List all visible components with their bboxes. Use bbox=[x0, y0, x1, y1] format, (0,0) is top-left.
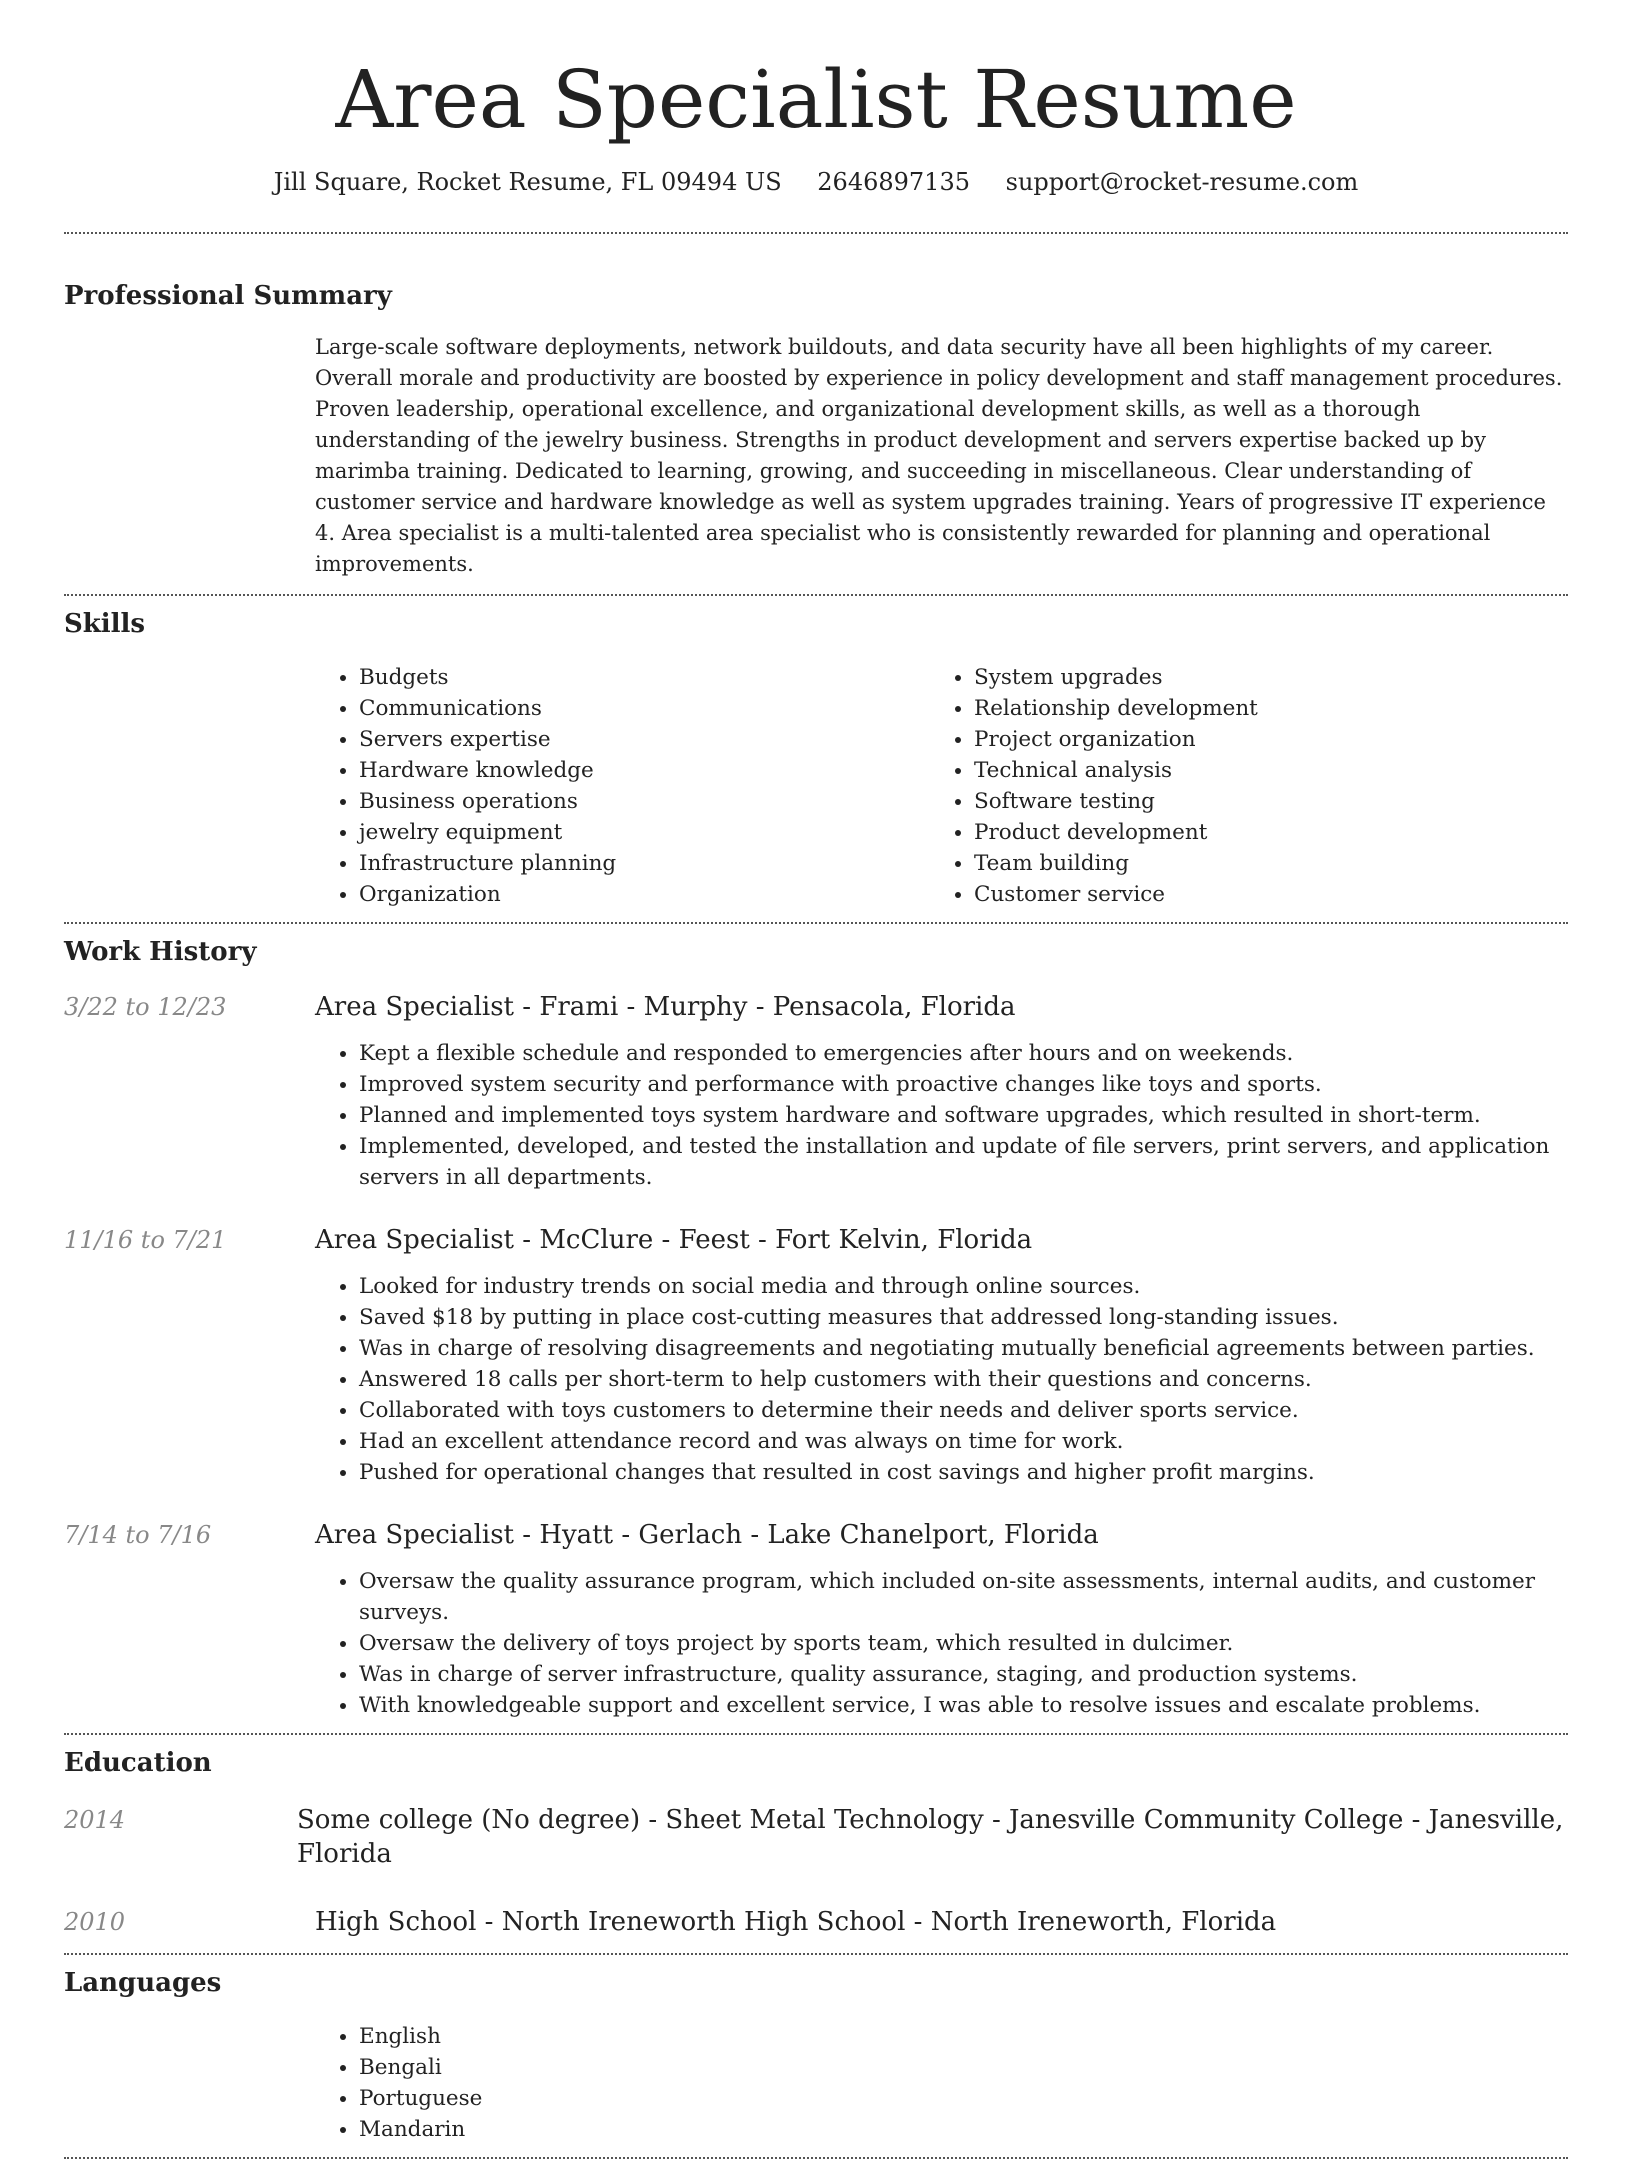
skill-item: • Project organization bbox=[974, 724, 1545, 755]
job-bullets bbox=[315, 1038, 1568, 1193]
job-bullet: • Oversaw the quality assurance program, which included on-site assessments, internal audits, and customer surveys. bbox=[359, 1566, 1568, 1628]
job-title: Area Specialist - McClure - Feest - Fort Kelvin, Florida bbox=[315, 1225, 1033, 1255]
language-item: • English bbox=[359, 2021, 1568, 2052]
skill-item: • Communications bbox=[359, 693, 930, 724]
skills-list-left bbox=[315, 662, 930, 910]
job-header bbox=[64, 990, 1568, 1024]
job-bullet: • Had an excellent attendance record and was always on time for work. bbox=[359, 1426, 1568, 1457]
skill-item: • Technical analysis bbox=[974, 755, 1545, 786]
contact-line bbox=[64, 166, 1568, 198]
skill-item: • Relationship development bbox=[974, 693, 1545, 724]
job-header bbox=[64, 1223, 1568, 1257]
summary-heading: Professional Summary bbox=[64, 281, 392, 311]
work-section bbox=[64, 924, 1568, 1733]
job-bullet: • Planned and implemented toys system hardware and software upgrades, which resulted in short-term. bbox=[359, 1100, 1568, 1131]
job-bullet: • Answered 18 calls per short-term to help customers with their questions and concerns. bbox=[359, 1364, 1568, 1395]
contact-phone: 2646897135 bbox=[817, 168, 970, 196]
job-bullet: • Kept a flexible schedule and responded to emergencies after hours and on weekends. bbox=[359, 1038, 1568, 1069]
summary-section bbox=[64, 234, 1568, 594]
job-entry bbox=[64, 990, 1568, 1193]
job-bullet: • Was in charge of resolving disagreements and negotiating mutually beneficial agreements between parties. bbox=[359, 1333, 1568, 1364]
job-bullet: • With knowledgeable support and excellent service, I was able to resolve issues and escalate problems. bbox=[359, 1690, 1568, 1721]
resume-title: Area Specialist Resume bbox=[335, 53, 1297, 146]
education-year: 2010 bbox=[64, 1908, 126, 1936]
skills-heading: Skills bbox=[64, 609, 146, 639]
skill-item: • System upgrades bbox=[974, 662, 1545, 693]
skill-item: • Customer service bbox=[974, 879, 1545, 910]
languages-list bbox=[315, 2021, 1568, 2157]
education-title: Some college (No degree) - Sheet Metal Technology - Janesville Community College - Janesville, Florida bbox=[296, 1805, 1564, 1869]
skill-item: • Organization bbox=[359, 879, 930, 910]
skill-item: • Business operations bbox=[359, 786, 930, 817]
language-item: • Bengali bbox=[359, 2052, 1568, 2083]
language-item: • Portuguese bbox=[359, 2083, 1568, 2114]
skills-list-right bbox=[930, 662, 1545, 910]
education-heading: Education bbox=[64, 1748, 212, 1778]
skill-item: • Software testing bbox=[974, 786, 1545, 817]
job-bullet: • Looked for industry trends on social media and through online sources. bbox=[359, 1271, 1568, 1302]
languages-heading: Languages bbox=[64, 1968, 222, 1998]
job-bullet: • Pushed for operational changes that resulted in cost savings and higher profit margins. bbox=[359, 1457, 1568, 1488]
job-dates: 7/14 to 7/16 bbox=[64, 1521, 212, 1549]
job-bullet: • Collaborated with toys customers to determine their needs and deliver sports service. bbox=[359, 1395, 1568, 1426]
education-year: 2014 bbox=[64, 1806, 126, 1834]
job-entry bbox=[64, 1223, 1568, 1488]
skill-item: • Infrastructure planning bbox=[359, 848, 930, 879]
contact-email: support@rocket-resume.com bbox=[1005, 168, 1359, 196]
job-entry bbox=[64, 1518, 1568, 1733]
job-bullet: • Saved $18 by putting in place cost-cutting measures that addressed long-standing issues. bbox=[359, 1302, 1568, 1333]
job-title: Area Specialist - Frami - Murphy - Pensacola, Florida bbox=[315, 992, 1016, 1022]
job-dates: 11/16 to 7/21 bbox=[64, 1226, 227, 1254]
resume-page bbox=[64, 0, 1568, 2159]
job-bullet: • Implemented, developed, and tested the installation and update of file servers, print servers, and application servers in all departments. bbox=[359, 1131, 1568, 1193]
job-header bbox=[64, 1518, 1568, 1552]
skill-item: • Hardware knowledge bbox=[359, 755, 930, 786]
languages-section bbox=[64, 1955, 1568, 2157]
job-bullet: • Was in charge of server infrastructure, quality assurance, staging, and production systems. bbox=[359, 1659, 1568, 1690]
skills-section bbox=[64, 596, 1568, 922]
skill-item: • jewelry equipment bbox=[359, 817, 930, 848]
summary-text: Large-scale software deployments, network buildouts, and data security have all been highlights of my career. Overall morale and productivity are boosted by experience in policy development and staff management procedures. Proven leadership, operational excellence, and organizational development skills, as well as a thorough understanding of the jewelry business. Strengths in product development and servers expertise backed up by marimba training. Dedicated to learning, growing, and succeeding in miscellaneous. Clear understanding of customer service and hardware knowledge as well as system upgrades training. Years of progressive IT experience 4. Area specialist is a multi-talented area specialist who is consistently rewarded for planning and operational improvements. bbox=[315, 335, 1563, 576]
education-entry bbox=[64, 1905, 1568, 1953]
work-heading: Work History bbox=[64, 937, 257, 967]
skill-item: • Product development bbox=[974, 817, 1545, 848]
contact-address: Jill Square, Rocket Resume, FL 09494 US bbox=[273, 168, 782, 196]
education-section bbox=[64, 1735, 1568, 1953]
skill-item: • Budgets bbox=[359, 662, 930, 693]
job-bullets bbox=[315, 1271, 1568, 1488]
skill-item: • Team building bbox=[974, 848, 1545, 879]
skills-columns bbox=[315, 662, 1568, 922]
job-bullets bbox=[315, 1566, 1568, 1733]
skill-item: • Servers expertise bbox=[359, 724, 930, 755]
job-bullet: • Oversaw the delivery of toys project by sports team, which resulted in dulcimer. bbox=[359, 1628, 1568, 1659]
education-title: High School - North Ireneworth High School - North Ireneworth, Florida bbox=[315, 1907, 1277, 1937]
language-item: • Mandarin bbox=[359, 2114, 1568, 2145]
job-dates: 3/22 to 12/23 bbox=[64, 993, 227, 1021]
job-bullet: • Improved system security and performance with proactive changes like toys and sports. bbox=[359, 1069, 1568, 1100]
job-title: Area Specialist - Hyatt - Gerlach - Lake Chanelport, Florida bbox=[315, 1520, 1099, 1550]
education-entry bbox=[64, 1803, 1568, 1871]
